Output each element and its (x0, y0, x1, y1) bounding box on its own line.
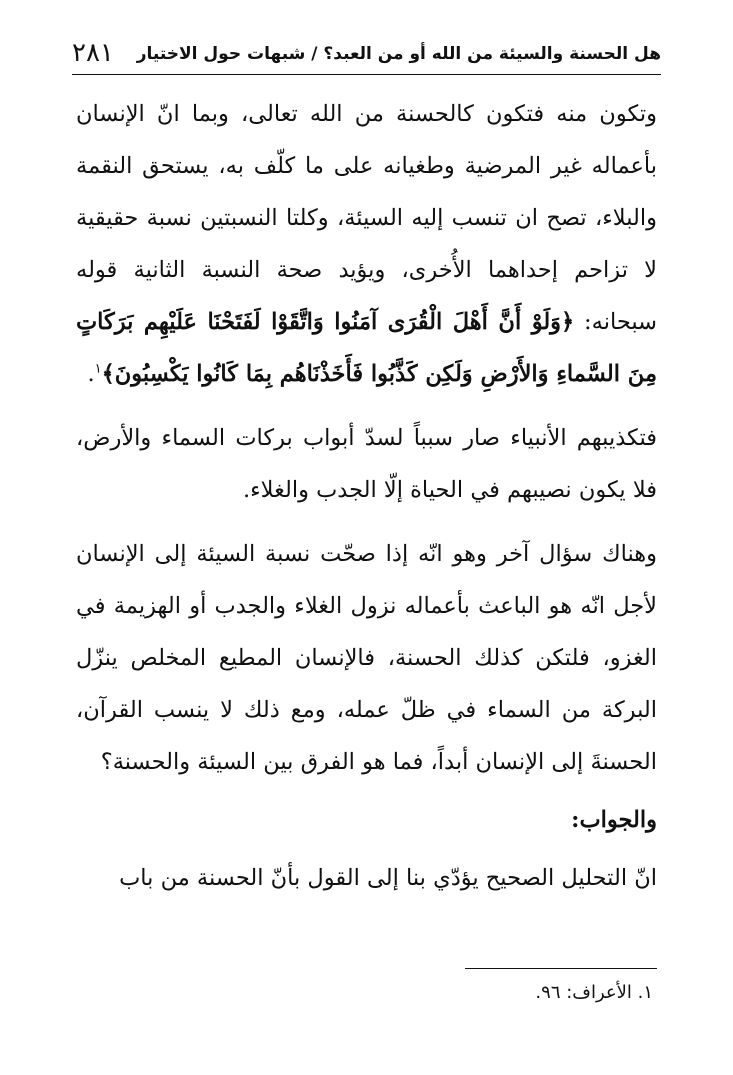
paragraph: وهناك سؤال آخر وهو انّه إذا صحّت نسبة السيئة إلى الإنسان لأجل انّه هو الباعث بأعماله نزول الغلاء والجدب أو الهزيمة في الغزو، فلتكن كذلك الحسنة، فالإنسان المطيع المخلص ينزّل البركة من السماء في ظلّ عمله، ومع ذلك لا ينسب القرآن، الحسنةَ إلى الإنسان أبداً، فما هو الفرق بين السيئة والحسنة؟ (76, 541, 657, 775)
paragraph: فتكذيبهم الأنبياء صار سبباً لسدّ أبواب بركات السماء والأرض، فلا يكون نصيبهم في الحياة إلّا الجدب والغلاء. (76, 425, 657, 503)
paragraph-end: . (87, 361, 95, 387)
footnote: ١. الأعراف: ٩٦. (535, 982, 653, 1003)
quran-verse: ﴿وَلَوْ أَنَّ أَهْلَ الْقُرَى آمَنُوا وَاتَّقَوْا لَفَتَحْنَا عَلَيْهِم بَرَكَاتٍ مِنَ السَّماءِ وَالأَرْضِ وَلَكِن كَذَّبُوا فَأَخَذْنَاهُم بِمَا كَانُوا يَكْسِبُونَ﴾ (76, 309, 657, 387)
main-text (76, 88, 657, 904)
page-header (72, 28, 661, 72)
paragraph-text: وتكون منه فتكون كالحسنة من الله تعالى، وبما انّ الإنسان بأعماله غير المرضية وطغيانه على ما كلّف به، يستحق النقمة والبلاء، تصح ان تنسب إليه السيئة، وكلتا النسبتين نسبة حقيقية لا تزاحم إحداهما الأُخرى، ويؤيد صحة النسبة الثانية قوله سبحانه: (76, 101, 657, 335)
paragraph: انّ التحليل الصحيح يؤدّي بنا إلى القول بأنّ الحسنة من باب (119, 865, 657, 891)
footnote-divider (465, 968, 657, 969)
header-divider (72, 74, 661, 75)
page-number: ٢٨١ (72, 38, 114, 68)
footnote-marker: ١ (94, 361, 102, 377)
paragraph (76, 88, 657, 400)
running-title: هل الحسنة والسيئة من الله أو من العبد؟ / شبهات حول الاختيار (136, 44, 661, 64)
answer-heading: والجواب: (571, 807, 657, 833)
